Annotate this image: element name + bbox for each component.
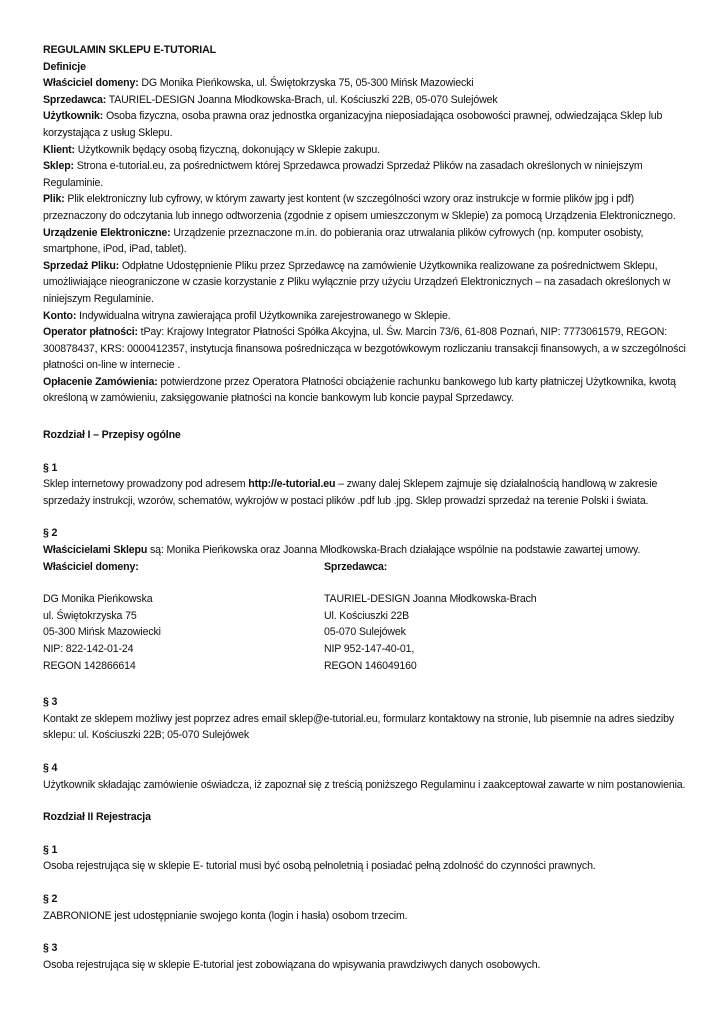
address-line: REGON 142866614 — [43, 659, 136, 672]
definition-text: DG Monika Pieńkowska, ul. Świętokrzyska 75, 05-300 Mińsk Mazowiecki — [138, 77, 474, 90]
shop-url-link[interactable]: http://e-tutorial.eu — [248, 478, 336, 491]
document-page — [43, 42, 693, 973]
address-line: NIP: 822-142-01-24 — [43, 643, 134, 655]
chapter-1-section-3-label: § 3 — [43, 696, 58, 709]
definition-term: Użytkownik: — [43, 110, 104, 123]
domain-owner-column — [43, 559, 324, 675]
definition-item — [43, 258, 693, 308]
definition-item — [43, 92, 693, 109]
chapter-1-section-4-text: Użytkownik składając zamówienie oświadcza, iż zapoznał się z treścią poniższego Regulaminu i zaakceptował zawarte w nim postanowienia. — [43, 778, 686, 791]
address-line: 05-070 Sulejówek — [324, 626, 406, 639]
definition-item — [43, 108, 693, 141]
definition-term: Sprzedaż Pliku: — [43, 259, 120, 272]
definition-text: Urządzenie przeznaczone m.in. do pobierania oraz utrwalania plików cyfrowych (np. komputer osobisty, smartphone, iPod, iPad, tablet). — [43, 226, 644, 256]
definition-item — [43, 191, 693, 224]
chapter-1-heading: Rozdział I – Przepisy ogólne — [43, 429, 181, 442]
definitions-list — [43, 75, 693, 407]
seller-address — [324, 591, 684, 674]
domain-owner-address — [43, 591, 324, 674]
definition-item — [43, 142, 693, 159]
chapter-1-section-1-label: § 1 — [43, 461, 58, 474]
address-line: Ul. Kościuszki 22B — [324, 609, 410, 622]
chapter-2-section-1-label: § 1 — [43, 843, 58, 856]
definition-text: Odpłatne Udostępnienie Pliku przez Sprzedawcę na zamówienie Użytkownika realizowane za pośrednictwem Sklepu, umożliwiające nieograniczone w czasie korzystanie z Pliku wyłącznie przy użyciu Urządzeń Elektronicznych – na zasadach określonych w niniejszym Regulaminie. — [43, 259, 671, 305]
chapter-2-section-2-label: § 2 — [43, 892, 58, 905]
chapter-2-section-3-text: Osoba rejestrująca się w sklepie E-tutorial jest zobowiązana do wpisywania prawdziwych danych osobowych. — [43, 958, 541, 971]
definition-term: Sklep: — [43, 160, 74, 173]
seller-column — [324, 559, 684, 675]
domain-owner-heading: Właściciel domeny: — [43, 560, 139, 573]
chapter-1-section-2-label: § 2 — [43, 527, 58, 540]
chapter-2-section-3-label: § 3 — [43, 942, 58, 955]
address-line: ul. Świętokrzyska 75 — [43, 609, 137, 622]
chapter-2-section-2-text: ZABRONIONE jest udostępnianie swojego konta (login i hasła) osobom trzecim. — [43, 909, 408, 922]
definition-text: Strona e-tutorial.eu, za pośrednictwem której Sprzedawca prowadzi Sprzedaż Plików na zasadach określonych w niniejszym Regulaminie. — [43, 160, 643, 189]
definition-term: Plik: — [43, 193, 65, 206]
definition-text: TAURIEL-DESIGN Joanna Młodkowska-Brach, ul. Kościuszki 22B, 05-070 Sulejówek — [106, 93, 498, 106]
definition-text: Indywidualna witryna zawierająca profil Użytkownika zarejestrowanego w Sklepie. — [76, 309, 451, 322]
definition-text: Użytkownik będący osobą fizyczną, dokonujący w Sklepie zakupu. — [74, 143, 380, 156]
definition-text: Osoba fizyczna, osoba prawna oraz jednostka organizacyjna nieposiadająca osobowości prawnej, odwiedzająca Sklep lub korzystająca z usług Sklepu. — [43, 110, 663, 139]
definition-item — [43, 308, 693, 325]
definition-item — [43, 324, 693, 374]
address-line: DG Monika Pieńkowska — [43, 593, 153, 606]
definition-term: Konto: — [43, 309, 77, 322]
document-title: REGULAMIN SKLEPU E-TUTORIAL — [43, 44, 216, 56]
definition-term: Opłacenie Zamówienia: — [43, 375, 158, 388]
definition-item — [43, 225, 693, 258]
definition-item — [43, 374, 693, 407]
address-line: TAURIEL-DESIGN Joanna Młodkowska-Brach — [324, 593, 537, 606]
definitions-heading: Definicje — [43, 60, 86, 73]
definition-term: Klient: — [43, 143, 75, 156]
definition-term: Urządzenie Elektroniczne: — [43, 226, 171, 239]
definition-item — [43, 75, 693, 92]
definition-item — [43, 158, 693, 191]
definition-text: Plik elektroniczny lub cyfrowy, w którym zawarty jest kontent (w szczególności wzory oraz instrukcje w formie plików jpg i pdf) przeznaczony do odczytania lub innego odtworzenia (zgodnie z opisem umieszczonym w Sklepie) za pomocą Urządzenia Elektronicznego. — [43, 193, 676, 222]
definition-text: tPay: Krajowy Integrator Płatności Spółka Akcyjna, ul. Św. Marcin 73/6, 61-808 Poznań, NIP: 7773061579, REGON: 300878437, KRS: 0000412357, instytucja finansowa pośrednicząca w bezgotówkowym rozliczaniu transakcji finansowych, a w szczególności płatności on-line w internecie . — [43, 326, 686, 372]
chapter-1-section-4-label: § 4 — [43, 761, 58, 774]
seller-heading: Sprzedawca: — [324, 560, 388, 573]
address-line: REGON 146049160 — [324, 659, 417, 672]
address-line: 05-300 Mińsk Mazowiecki — [43, 626, 161, 639]
chapter-1-section-3-text: Kontakt ze sklepem możliwy jest poprzez adres email sklep@e-tutorial.eu, formularz kontaktowy na stronie, lub pisemnie na adres siedziby sklepu: ul. Kościuszki 22B; 05-070 Sulejówek — [43, 712, 674, 742]
address-line: NIP 952-147-40-01, — [324, 643, 415, 655]
chapter-2-section-1-text: Osoba rejestrująca się w sklepie E- tutorial musi być osobą pełnoletnią i posiadać pełną zdolność do czynności prawnych. — [43, 860, 596, 873]
chapter-1-section-2-text: Właścicielami Sklepu są: Monika Pieńkowska oraz Joanna Młodkowska-Brach działające wspólnie na podstawie zawartej umowy. — [43, 544, 641, 557]
chapter-2-heading: Rozdział II Rejestracja — [43, 811, 151, 824]
definition-term: Operator płatności: — [43, 326, 138, 339]
owners-columns — [43, 559, 693, 675]
definition-term: Sprzedawca: — [43, 93, 107, 106]
definition-text: potwierdzone przez Operatora Płatności obciążenie rachunku bankowego lub karty płatniczej Użytkownika, kwotą określoną w zamówieniu, zaksięgowanie płatności na koncie bankowym lub koncie paypal Sprzedawcy. — [43, 375, 676, 405]
chapter-1-section-1-text: Sklep internetowy prowadzony pod adresem http://e-tutorial.eu – zwany dalej Sklepem zajmuje się działalnością handlową w zakresie sprzedaży instrukcji, wzorów, schematów, wykrojów w postaci plików .pdf lub .jpg. Sklep prowadzi sprzedaż na terenie Polski i świata. — [43, 478, 658, 507]
definition-term: Właściciel domeny: — [43, 77, 139, 90]
